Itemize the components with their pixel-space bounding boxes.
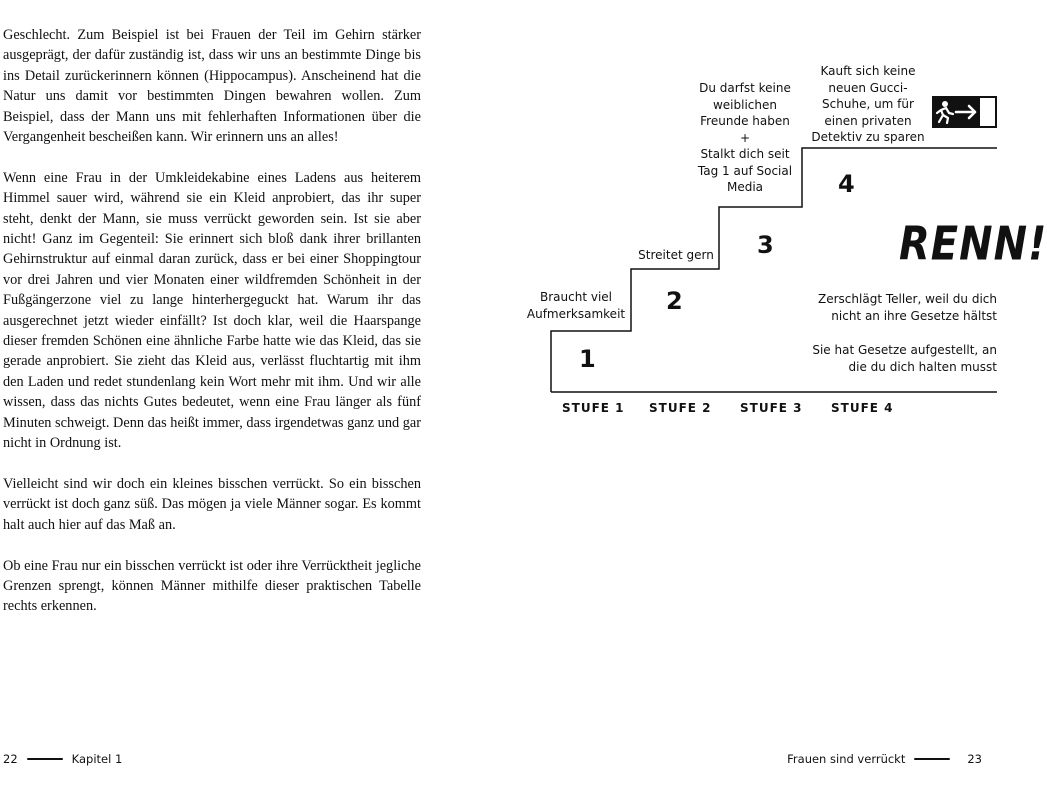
step-3-label: Du darfst keine weiblichen Freunde haben + Stalkt dich seit Tag 1 auf Social Media	[697, 81, 793, 194]
emergency-exit-icon	[932, 96, 997, 128]
stufe-2-label: STUFE 2	[649, 401, 712, 415]
stufe-1-label: STUFE 1	[562, 401, 625, 415]
footer-rule	[914, 758, 950, 760]
note-gesetze: Sie hat Gesetze aufgestellt, an die du dich halten musst	[812, 343, 997, 374]
step-4-label: Kauft sich keine neuen Gucci- Schuhe, um für einen privaten Detektiv zu sparen	[811, 64, 925, 144]
step-2-label: Streitet gern	[638, 248, 714, 262]
paragraph: Vielleicht sind wir doch ein kleines bisschen verrückt. So ein bisschen verrückt ist doch ganz süß. Das mögen ja viele Männer sogar. Es kommt halt auch hier auf das Maß an.	[3, 475, 421, 533]
step-1-number: 1	[579, 345, 596, 373]
paragraph: Ob eine Frau nur ein bisschen verrückt ist oder ihre Verrücktheit jegliche Grenzen sprengt, können Männer mithilfe dieser praktischen Tabelle rechts erkennen.	[3, 557, 421, 615]
paragraph: Geschlecht. Zum Beispiel ist bei Frauen der Teil im Gehirn stärker ausgeprägt, der dafür zuständig ist, dass wir uns an bestimmte Dinge bis ins Detail zurückerinnern können (Hippocampus). Anscheinend hat die Natur uns damit vor bestimmten Dingen bewahren wollen. Zum Beispiel, dass der Mann uns mit fehlerhaften Informationen über die Vergangenheit bescheißen kann. Wir erinnern uns an alles!	[3, 27, 421, 146]
step-2-number: 2	[666, 287, 683, 315]
page-title: Frauen sind verrückt	[787, 752, 906, 766]
renn-heading: RENN!	[899, 218, 1047, 271]
step-1-label: Braucht viel Aufmerksamkeit	[526, 290, 626, 321]
chapter-title: Kapitel 1	[71, 752, 123, 766]
right-footer	[787, 752, 982, 766]
note-teller: Zerschlägt Teller, weil du dich nicht an ihre Gesetze hältst	[818, 292, 997, 323]
step-4-number: 4	[838, 170, 855, 198]
stufe-4-label: STUFE 4	[831, 401, 894, 415]
page-number: 23	[967, 752, 982, 766]
step-3-number: 3	[757, 231, 774, 259]
paragraph: Wenn eine Frau in der Umkleidekabine eines Ladens aus heiterem Himmel sauer wird, während sie ein Kleid anprobiert, das ihr super steht, denkt der Mann, sie muss verrückt geworden sein. Ist sie aber nicht! Ganz im Gegenteil: Sie erinnert sich bloß dank ihrer brillanten Gehirnstruktur auf einmal daran zurück, dass er bei einer Shoppingtour vor drei Jahren und vier Monaten einer wildfremden Schönheit in der Fußgängerzone viel zu lange hinterhergeguckt hat. Warum ihr das ausgerechnet jetzt wieder einfällt? Ist doch klar, weil die Haarspange dieser fremden Schönen eine ähnliche Farbe hatte wie das Kleid, das sie gerade anprobiert. Sie zieht das Kleid aus, verlässt fluchtartig mit ihm den Laden und redet stundenlang kein Wort mehr mit ihm. Und wir alle wissen, dass das nichts Gutes bedeutet, wenn eine Frau länger als fünf Minuten schweigt. Denn das heißt immer, dass irgendetwas ganz und gar nicht in Ordnung ist.	[3, 169, 421, 452]
stufe-3-label: STUFE 3	[740, 401, 803, 415]
page-number: 22	[3, 752, 18, 766]
